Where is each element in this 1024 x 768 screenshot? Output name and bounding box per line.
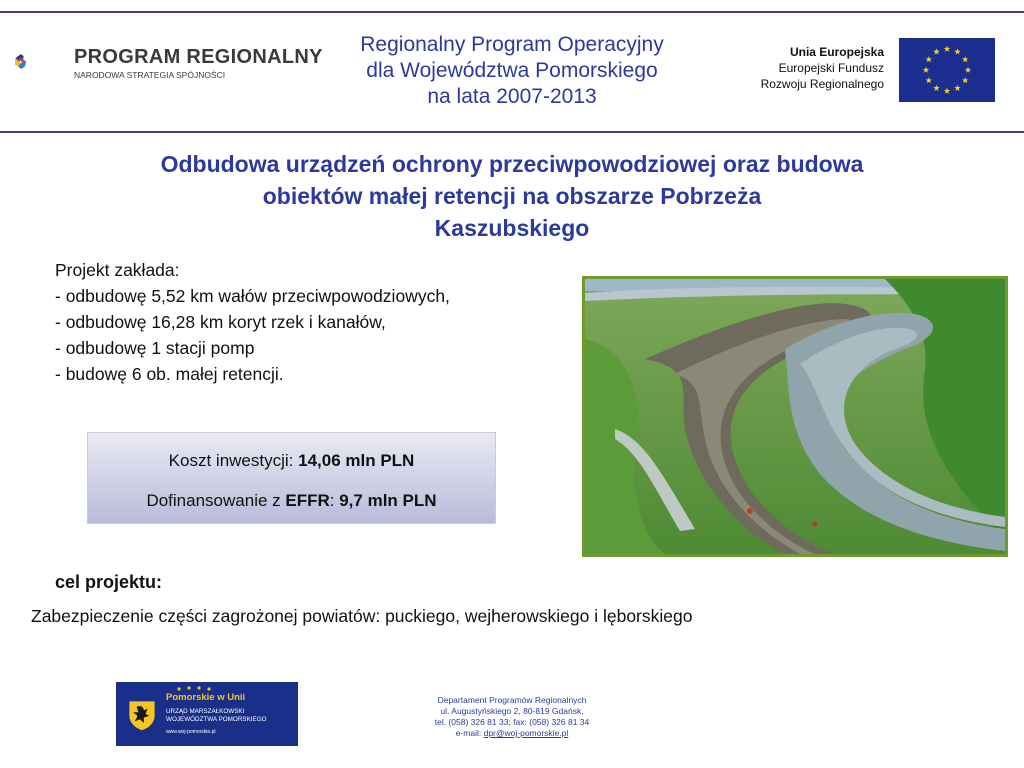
- eu-fund-line: Europejski Fundusz: [778, 61, 884, 75]
- department-phone: tel. (058) 326 81 33; fax: (058) 326 81 34: [434, 717, 590, 727]
- pomorskie-office-line: WOJEWÓDZTWA POMORSKIEGO: [166, 716, 267, 723]
- river-aerial-photo: [582, 276, 1008, 557]
- department-email-line: [396, 728, 628, 739]
- heading-line: Kaszubskiego: [434, 215, 590, 241]
- rpo-title-line: Regionalny Program Operacyjny: [360, 33, 664, 56]
- nss-star-icon: [14, 24, 74, 100]
- cofinance-value: 9,7 mln PLN: [339, 491, 437, 510]
- scope-item: - budowę 6 ob. małej retencji.: [55, 364, 284, 384]
- project-scope: [55, 257, 450, 387]
- griffin-crest-icon: [124, 696, 160, 732]
- rpo-title: [300, 32, 724, 110]
- scope-item: - odbudowę 1 stacji pomp: [55, 338, 255, 358]
- eu-fund-text: [700, 44, 884, 92]
- cofinance-separator: :: [329, 491, 340, 510]
- goal-label: cel projektu:: [55, 572, 163, 592]
- cost-label: Koszt inwestycji:: [168, 451, 299, 470]
- heading-line: Odbudowa urządzeń ochrony przeciwpowodziowej oraz budowa: [160, 151, 864, 177]
- cost-line: [88, 451, 495, 471]
- rpo-title-line: dla Województwa Pomorskiego: [366, 59, 658, 82]
- cofinance-line: [88, 491, 495, 511]
- pomorskie-office: [166, 708, 267, 724]
- pomorskie-office-line: URZĄD MARSZAŁKOWSKI: [166, 708, 245, 715]
- department-name: Departament Programów Regionalnych: [437, 695, 587, 705]
- project-heading: [60, 148, 964, 244]
- pomorskie-logo: [116, 682, 298, 746]
- heading-line: obiektów małej retencji na obszarze Pobrzeża: [262, 183, 762, 209]
- program-regionalny-subtitle: NARODOWA STRATEGIA SPÓJNOŚCI: [74, 70, 226, 80]
- email-link[interactable]: dpr@woj-pomorskie.pl: [483, 728, 569, 738]
- header-top-rule: [0, 11, 1024, 13]
- scope-item: - odbudowę 16,28 km koryt rzek i kanałów,: [55, 312, 386, 332]
- eu-flag-icon: [899, 38, 995, 102]
- pomorskie-url: www.woj-pomorskie.pl: [166, 729, 216, 735]
- pomorskie-title: Pomorskie w Unii: [166, 692, 246, 703]
- cost-value: 14,06 mln PLN: [298, 451, 415, 470]
- program-regionalny-title: PROGRAM REGIONALNY: [74, 46, 323, 68]
- cofinance-label: Dofinansowanie z: [146, 491, 286, 510]
- eu-name: Unia Europejska: [789, 45, 884, 59]
- header-bottom-rule: [0, 131, 1024, 133]
- department-address: ul. Augustyńskiego 2, 80-819 Gdańsk,: [440, 706, 584, 716]
- cofinance-fund: EFFR: [285, 491, 330, 510]
- email-label: e-mail:: [455, 728, 484, 738]
- department-contact: [396, 695, 628, 739]
- scope-label: Projekt zakłada:: [55, 260, 180, 280]
- eu-fund-line: Rozwoju Regionalnego: [760, 77, 884, 91]
- rpo-title-line: na lata 2007-2013: [427, 85, 597, 108]
- goal-text: Zabezpieczenie części zagrożonej powiatów: puckiego, wejherowskiego i lęborskiego: [31, 606, 693, 626]
- scope-item: - odbudowę 5,52 km wałów przeciwpowodziowych,: [55, 286, 450, 306]
- cost-box: [87, 432, 496, 524]
